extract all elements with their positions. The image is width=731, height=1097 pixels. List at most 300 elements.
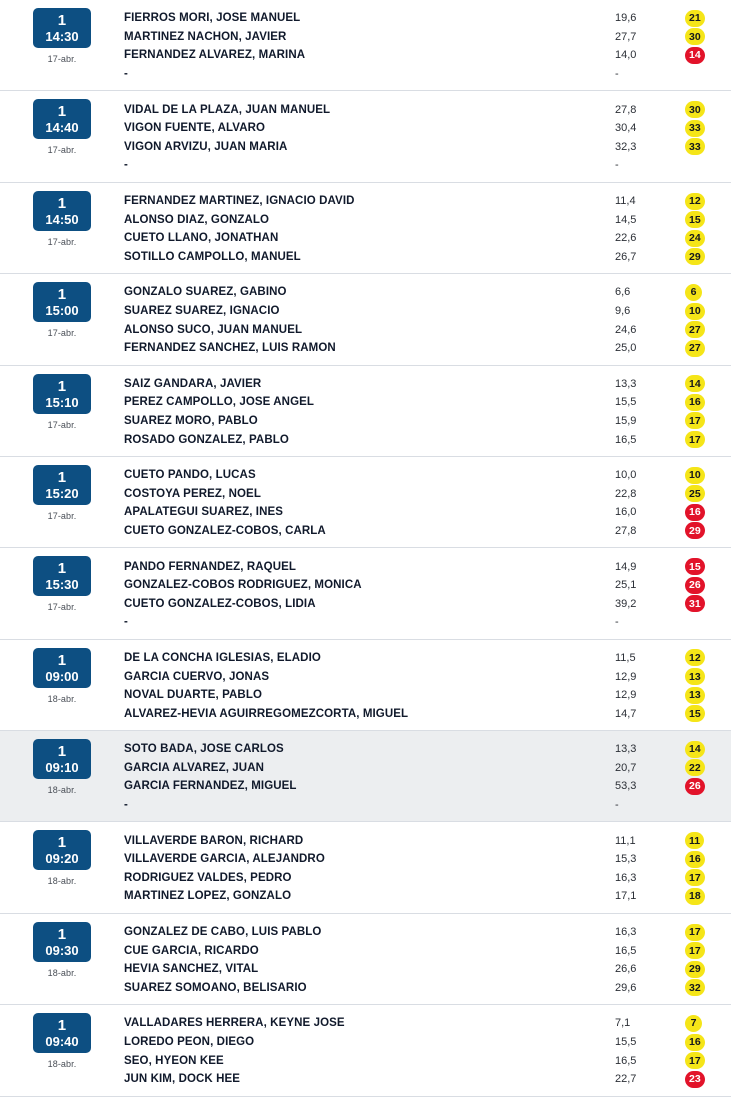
tee-number: 1 — [57, 1017, 67, 1035]
tee-number: 1 — [57, 743, 67, 760]
playing-handicap-badge: 14 — [685, 375, 705, 392]
playing-handicap-cell — [685, 942, 731, 959]
player-handicap: 15,9 — [615, 414, 637, 427]
playing-handicap-cell — [685, 687, 731, 704]
playing-handicap-badge: 17 — [685, 1052, 705, 1069]
player-row[interactable] — [124, 100, 731, 119]
playing-handicap-badge: 27 — [685, 340, 705, 357]
player-name: - — [124, 799, 128, 812]
player-row[interactable] — [124, 119, 731, 138]
player-handicap: 13,3 — [615, 743, 637, 756]
tee-time-slot — [0, 737, 124, 814]
player-row[interactable] — [124, 869, 731, 888]
player-handicap: 27,7 — [615, 30, 637, 43]
player-row[interactable] — [124, 375, 731, 394]
player-row[interactable] — [124, 667, 731, 686]
playing-handicap-badge: 16 — [685, 504, 705, 521]
playing-handicap-badge: 25 — [685, 485, 705, 502]
tee-slot-badge[interactable] — [33, 99, 91, 139]
player-handicap: 39,2 — [615, 597, 637, 610]
tee-time-group[interactable] — [0, 457, 731, 548]
tee-time-slot — [0, 920, 124, 997]
playing-handicap-cell — [685, 120, 731, 137]
player-name: ALONSO SUCO, JUAN MANUEL — [124, 323, 303, 336]
player-handicap: 9,6 — [615, 305, 631, 318]
player-name: ALONSO DIAZ, GONZALO — [124, 213, 270, 226]
tee-time: 15:10 — [45, 394, 79, 410]
player-row[interactable] — [124, 613, 731, 632]
tee-number: 1 — [57, 12, 67, 29]
playing-handicap-badge: 29 — [685, 961, 705, 978]
playing-handicap-cell — [685, 321, 731, 338]
tee-time-group[interactable] — [0, 914, 731, 1005]
playing-handicap-cell — [685, 10, 731, 27]
playing-handicap-cell — [685, 375, 731, 392]
tee-time-slot — [0, 6, 124, 83]
playing-handicap-badge: 30 — [685, 28, 705, 45]
playing-handicap-badge: 17 — [685, 431, 705, 448]
tee-date: 17-abr. — [47, 54, 77, 64]
tee-number: 1 — [57, 651, 67, 669]
playing-handicap-cell — [685, 485, 731, 502]
player-handicap: 11,1 — [615, 834, 636, 847]
player-handicap: 30,4 — [615, 122, 637, 135]
playing-handicap-badge: 15 — [685, 705, 705, 722]
playing-handicap-badge: 18 — [685, 888, 705, 905]
playing-handicap-badge: 16 — [685, 851, 705, 868]
player-list — [124, 6, 731, 83]
player-handicap: 25,0 — [615, 342, 637, 355]
tee-number: 1 — [57, 377, 67, 395]
playing-handicap-badge: 21 — [685, 10, 705, 27]
player-row[interactable] — [124, 484, 731, 503]
player-row[interactable] — [124, 503, 731, 522]
tee-date: 17-abr. — [47, 419, 77, 430]
player-handicap: 12,9 — [615, 670, 637, 683]
tee-date: 18-abr. — [47, 785, 77, 795]
tee-time: 15:20 — [45, 485, 79, 501]
player-handicap: 14,5 — [615, 213, 637, 226]
player-row[interactable] — [124, 393, 731, 412]
tee-time-group[interactable] — [0, 822, 731, 913]
player-name: SOTILLO CAMPOLLO, MANUEL — [124, 250, 301, 263]
player-handicap: 27,8 — [615, 103, 637, 116]
player-handicap: 19,6 — [615, 12, 637, 25]
player-handicap: 27,8 — [615, 524, 637, 537]
player-name: GONZALEZ-COBOS RODRIGUEZ, MONICA — [124, 579, 362, 592]
player-name: DE LA CONCHA IGLESIAS, ELADIO — [124, 651, 321, 664]
playing-handicap-badge: 13 — [685, 687, 705, 704]
player-name: SAIZ GANDARA, JAVIER — [124, 377, 262, 390]
player-row[interactable] — [124, 686, 731, 705]
playing-handicap-cell — [685, 759, 731, 776]
playing-handicap-cell — [685, 595, 731, 612]
player-name: SEO, HYEON KEE — [124, 1054, 224, 1067]
player-row[interactable] — [124, 576, 731, 595]
playing-handicap-badge: 33 — [685, 138, 705, 155]
tee-slot-badge[interactable] — [33, 8, 91, 48]
tee-slot-badge[interactable] — [33, 556, 91, 596]
player-row[interactable] — [124, 412, 731, 431]
player-row[interactable] — [124, 46, 731, 65]
player-row[interactable] — [124, 9, 731, 28]
tee-time: 14:40 — [45, 120, 79, 136]
player-row[interactable] — [124, 210, 731, 229]
tee-slot-badge[interactable] — [33, 282, 91, 322]
playing-handicap-cell — [685, 230, 731, 247]
player-name: FERNANDEZ MARTINEZ, IGNACIO DAVID — [124, 195, 355, 208]
player-handicap: 32,3 — [615, 140, 637, 153]
tee-time-group[interactable] — [0, 1005, 731, 1096]
tee-slot-badge[interactable] — [33, 374, 91, 414]
tee-number: 1 — [57, 925, 67, 943]
player-row[interactable] — [124, 138, 731, 157]
tee-time-slot — [0, 554, 124, 631]
player-handicap: 17,1 — [615, 890, 637, 903]
playing-handicap-badge: 22 — [685, 759, 705, 776]
playing-handicap-cell — [685, 778, 731, 795]
player-handicap: 16,5 — [615, 944, 637, 957]
player-row[interactable] — [124, 248, 731, 267]
player-name: FIERROS MORI, JOSE MANUEL — [124, 12, 301, 25]
player-name: LOREDO PEON, DIEGO — [124, 1036, 255, 1049]
tee-slot-badge[interactable] — [33, 830, 91, 870]
playing-handicap-cell — [685, 1015, 731, 1032]
tee-number: 1 — [57, 560, 67, 578]
tee-time-group[interactable] — [0, 274, 731, 365]
tee-time: 14:50 — [45, 211, 79, 227]
tee-time-slot — [0, 463, 124, 540]
playing-handicap-badge: 11 — [685, 832, 704, 849]
player-name: CUETO GONZALEZ-COBOS, CARLA — [124, 524, 326, 537]
playing-handicap-badge: 10 — [685, 467, 705, 484]
playing-handicap-cell — [685, 668, 731, 685]
player-row[interactable] — [124, 430, 731, 449]
player-handicap: 22,6 — [615, 232, 637, 245]
player-handicap: - — [615, 799, 619, 812]
playing-handicap-badge: 32 — [685, 979, 705, 996]
player-row[interactable] — [124, 796, 731, 815]
player-name: GONZALEZ DE CABO, LUIS PABLO — [124, 926, 322, 939]
player-name: SUAREZ MORO, PABLO — [124, 414, 258, 427]
player-list — [124, 737, 731, 814]
playing-handicap-cell — [685, 522, 731, 539]
playing-handicap-badge: 29 — [685, 248, 705, 265]
playing-handicap-badge: 12 — [685, 649, 705, 666]
player-handicap: 26,7 — [615, 250, 637, 263]
player-name: PEREZ CAMPOLLO, JOSE ANGEL — [124, 396, 315, 409]
playing-handicap-cell — [685, 577, 731, 594]
playing-handicap-cell — [685, 888, 731, 905]
tee-date: 17-abr. — [47, 328, 77, 339]
player-row[interactable] — [124, 557, 731, 576]
tee-slot-badge[interactable] — [33, 191, 91, 231]
playing-handicap-cell — [685, 705, 731, 722]
playing-handicap-cell — [685, 832, 731, 849]
player-row[interactable] — [124, 740, 731, 759]
tee-time-group[interactable] — [0, 0, 731, 91]
playing-handicap-badge: 12 — [685, 193, 705, 210]
playing-handicap-badge: 29 — [685, 522, 705, 539]
playing-handicap-cell — [685, 248, 731, 265]
playing-handicap-badge: 14 — [685, 47, 705, 64]
player-row[interactable] — [124, 704, 731, 723]
tee-slot-badge[interactable] — [33, 648, 91, 688]
player-name: CUETO LLANO, JONATHAN — [124, 232, 279, 245]
playing-handicap-badge — [685, 66, 702, 83]
playing-handicap-cell — [685, 979, 731, 996]
player-name: SUAREZ SOMOANO, BELISARIO — [124, 981, 307, 994]
tee-time-group[interactable] — [0, 91, 731, 182]
player-handicap: 16,5 — [615, 433, 637, 446]
playing-handicap-cell — [685, 412, 731, 429]
playing-handicap-badge: 31 — [685, 595, 705, 612]
player-row[interactable] — [124, 649, 731, 668]
tee-time: 09:10 — [45, 760, 79, 775]
player-list — [124, 554, 731, 631]
player-row[interactable] — [124, 1014, 731, 1033]
player-handicap: 6,6 — [615, 286, 631, 299]
player-name: VILLAVERDE GARCIA, ALEJANDRO — [124, 853, 325, 866]
playing-handicap-cell — [685, 1052, 731, 1069]
player-row[interactable] — [124, 923, 731, 942]
playing-handicap-badge: 17 — [685, 869, 705, 886]
tee-number: 1 — [57, 468, 67, 486]
player-row[interactable] — [124, 522, 731, 541]
player-name: JUN KIM, DOCK HEE — [124, 1073, 241, 1086]
player-handicap: 25,1 — [615, 579, 637, 592]
player-row[interactable] — [124, 594, 731, 613]
tee-time: 14:30 — [45, 29, 79, 44]
tee-time: 15:00 — [45, 303, 79, 319]
player-name: HEVIA SANCHEZ, VITAL — [124, 963, 259, 976]
player-handicap: - — [615, 68, 619, 81]
player-name: NOVAL DUARTE, PABLO — [124, 689, 262, 702]
tee-date: 17-abr. — [47, 510, 77, 521]
player-row[interactable] — [124, 759, 731, 778]
tee-slot-badge[interactable] — [33, 1013, 91, 1053]
playing-handicap-cell — [685, 66, 731, 83]
playing-handicap-cell — [685, 869, 731, 886]
playing-handicap-badge: 17 — [685, 942, 705, 959]
player-row[interactable] — [124, 302, 731, 321]
player-name: VIDAL DE LA PLAZA, JUAN MANUEL — [124, 103, 331, 116]
player-row[interactable] — [124, 777, 731, 796]
player-row[interactable] — [124, 339, 731, 358]
playing-handicap-cell — [685, 797, 731, 814]
player-name: GARCIA FERNANDEZ, MIGUEL — [124, 780, 297, 793]
tee-time-slot — [0, 372, 124, 449]
player-handicap: - — [615, 616, 619, 629]
playing-handicap-badge: 14 — [685, 741, 705, 758]
playing-handicap-badge: 13 — [685, 668, 705, 685]
player-list — [124, 463, 731, 540]
player-handicap: 24,6 — [615, 323, 637, 336]
player-name: - — [124, 68, 128, 81]
player-name: VIGON FUENTE, ALVARO — [124, 122, 266, 135]
player-name: SOTO BADA, JOSE CARLOS — [124, 743, 284, 756]
playing-handicap-badge: 16 — [685, 1034, 705, 1051]
tee-number: 1 — [57, 194, 67, 212]
player-handicap: 29,6 — [615, 981, 637, 994]
tee-time-group[interactable] — [0, 366, 731, 457]
player-handicap: - — [615, 159, 619, 172]
tee-number: 1 — [57, 834, 67, 852]
tee-time-slot — [0, 97, 124, 174]
tee-time: 15:30 — [45, 577, 79, 593]
playing-handicap-cell — [685, 614, 731, 631]
player-handicap: 14,0 — [615, 49, 637, 62]
player-row[interactable] — [124, 1070, 731, 1089]
player-row[interactable] — [124, 65, 731, 84]
playing-handicap-cell — [685, 101, 731, 118]
tee-time-group[interactable] — [0, 548, 731, 639]
player-row[interactable] — [124, 1051, 731, 1070]
player-row[interactable] — [124, 850, 731, 869]
player-handicap: 14,9 — [615, 560, 637, 573]
player-row[interactable] — [124, 156, 731, 175]
tee-time-group[interactable] — [0, 640, 731, 731]
playing-handicap-badge: 10 — [685, 303, 705, 320]
playing-handicap-badge: 15 — [685, 558, 705, 575]
player-list — [124, 372, 731, 449]
player-name: FERNANDEZ ALVAREZ, MARINA — [124, 49, 306, 62]
playing-handicap-cell — [685, 741, 731, 758]
player-name: - — [124, 159, 128, 172]
playing-handicap-cell — [685, 924, 731, 941]
player-row[interactable] — [124, 941, 731, 960]
playing-handicap-cell — [685, 28, 731, 45]
tee-date: 18-abr. — [47, 693, 77, 704]
player-list — [124, 280, 731, 357]
player-name: GONZALO SUAREZ, GABINO — [124, 286, 287, 299]
playing-handicap-cell — [685, 303, 731, 320]
playing-handicap-badge: 17 — [685, 412, 705, 429]
tee-time-slot — [0, 646, 124, 723]
player-handicap: 13,3 — [615, 377, 637, 390]
playing-handicap-cell — [685, 431, 731, 448]
player-list — [124, 920, 731, 997]
tee-time-group[interactable] — [0, 731, 731, 822]
player-row[interactable] — [124, 466, 731, 485]
tee-time: 09:20 — [45, 851, 79, 867]
tee-date: 18-abr. — [47, 1059, 77, 1070]
player-name: MARTINEZ LOPEZ, GONZALO — [124, 890, 292, 903]
tee-date: 17-abr. — [47, 236, 77, 247]
playing-handicap-badge: 30 — [685, 101, 705, 118]
player-row[interactable] — [124, 979, 731, 998]
player-name: ALVAREZ-HEVIA AGUIRREGOMEZCORTA, MIGUEL — [124, 707, 409, 720]
tee-number: 1 — [57, 103, 67, 121]
player-row[interactable] — [124, 1033, 731, 1052]
player-handicap: 15,5 — [615, 1036, 637, 1049]
player-row[interactable] — [124, 28, 731, 47]
playing-handicap-cell — [685, 961, 731, 978]
player-name: GARCIA CUERVO, JONAS — [124, 670, 270, 683]
tee-slot-badge[interactable] — [33, 922, 91, 962]
playing-handicap-cell — [685, 504, 731, 521]
playing-handicap-cell — [685, 649, 731, 666]
playing-handicap-cell — [685, 157, 731, 174]
playing-handicap-cell — [685, 467, 731, 484]
tee-time: 09:30 — [45, 942, 79, 958]
player-handicap: 15,3 — [615, 853, 637, 866]
player-row[interactable] — [124, 283, 731, 302]
player-handicap: 14,7 — [615, 707, 637, 720]
tee-slot-badge[interactable] — [33, 739, 91, 779]
player-handicap: 26,6 — [615, 963, 637, 976]
tee-slot-badge[interactable] — [33, 465, 91, 505]
player-handicap: 16,3 — [615, 926, 637, 939]
playing-handicap-cell — [685, 394, 731, 411]
playing-handicap-badge: 6 — [685, 284, 702, 301]
tee-date: 17-abr. — [47, 145, 77, 156]
player-name: - — [124, 616, 128, 629]
tee-time: 09:40 — [45, 1034, 79, 1050]
player-handicap: 16,0 — [615, 506, 637, 519]
player-handicap: 16,5 — [615, 1054, 637, 1067]
player-list — [124, 828, 731, 905]
playing-handicap-cell — [685, 558, 731, 575]
playing-handicap-cell — [685, 193, 731, 210]
player-handicap: 22,7 — [615, 1073, 637, 1086]
tee-date: 17-abr. — [47, 602, 77, 613]
player-row[interactable] — [124, 960, 731, 979]
playing-handicap-cell — [685, 284, 731, 301]
playing-handicap-badge — [685, 157, 702, 174]
player-row[interactable] — [124, 887, 731, 906]
player-row[interactable] — [124, 192, 731, 211]
playing-handicap-badge: 26 — [685, 577, 705, 594]
playing-handicap-cell — [685, 1034, 731, 1051]
player-list — [124, 97, 731, 174]
playing-handicap-badge: 33 — [685, 120, 705, 137]
playing-handicap-badge — [685, 797, 702, 814]
playing-handicap-cell — [685, 138, 731, 155]
player-handicap: 20,7 — [615, 761, 637, 774]
player-list — [124, 646, 731, 723]
tee-number: 1 — [57, 286, 67, 304]
player-name: ROSADO GONZALEZ, PABLO — [124, 433, 289, 446]
player-name: APALATEGUI SUAREZ, INES — [124, 506, 284, 519]
tee-time-slot — [0, 828, 124, 905]
playing-handicap-badge: 24 — [685, 230, 705, 247]
tee-date: 18-abr. — [47, 876, 77, 887]
playing-handicap-cell — [685, 47, 731, 64]
player-list — [124, 189, 731, 266]
playing-handicap-badge: 27 — [685, 321, 705, 338]
player-name: PANDO FERNANDEZ, RAQUEL — [124, 560, 297, 573]
player-handicap: 15,5 — [615, 396, 637, 409]
playing-handicap-cell — [685, 340, 731, 357]
playing-handicap-badge — [685, 614, 702, 631]
player-row[interactable] — [124, 831, 731, 850]
player-name: RODRIGUEZ VALDES, PEDRO — [124, 871, 292, 884]
player-row[interactable] — [124, 320, 731, 339]
player-handicap: 53,3 — [615, 780, 637, 793]
tee-time-slot — [0, 189, 124, 266]
player-name: VILLAVERDE BARON, RICHARD — [124, 834, 304, 847]
playing-handicap-badge: 7 — [685, 1015, 702, 1032]
tee-time-group[interactable] — [0, 183, 731, 274]
playing-handicap-cell — [685, 1071, 731, 1088]
player-handicap: 10,0 — [615, 469, 637, 482]
player-name: VALLADARES HERRERA, KEYNE JOSE — [124, 1017, 345, 1030]
player-name: MARTINEZ NACHON, JAVIER — [124, 30, 287, 43]
player-row[interactable] — [124, 229, 731, 248]
player-name: GARCIA ALVAREZ, JUAN — [124, 761, 264, 774]
tee-time: 09:00 — [45, 668, 79, 684]
